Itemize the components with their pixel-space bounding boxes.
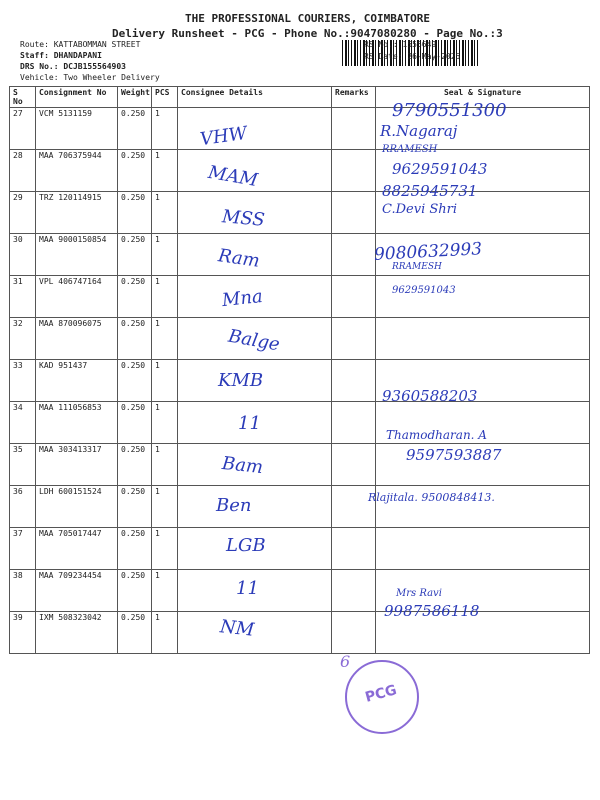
handwritten-entry: Ram — [216, 245, 262, 272]
cell-weight: 0.250 — [118, 402, 152, 444]
rs-number: RS No.: 1555649 — [364, 40, 437, 49]
seal-text: PCG — [363, 682, 399, 706]
cell-consignment: IXM 508323042 — [36, 612, 118, 654]
rs-date: RS Date: 26-May-2025 — [364, 52, 461, 61]
cell-remarks — [332, 234, 376, 276]
column-header: Seal & Signature — [376, 87, 590, 108]
cell-remarks — [332, 360, 376, 402]
handwritten-entry: Mrs Ravi — [396, 588, 442, 599]
table-row — [10, 192, 590, 234]
handwritten-entry: Rlajitala. 9500848413. — [368, 491, 495, 504]
table-row — [10, 402, 590, 444]
table-row — [10, 150, 590, 192]
handwritten-entry: Bam — [221, 452, 265, 479]
cell-remarks — [332, 612, 376, 654]
cell-pcs: 1 — [152, 192, 178, 234]
cell-sno: 38 — [10, 570, 36, 612]
cell-weight: 0.250 — [118, 276, 152, 318]
handwritten-entry: 9360588203 — [382, 387, 478, 405]
handwritten-entry: 11 — [236, 578, 259, 599]
cell-weight: 0.250 — [118, 108, 152, 150]
handwritten-entry: Balge — [226, 325, 282, 356]
handwritten-entry: Mna — [221, 285, 264, 312]
handwritten-entry: 9597593887 — [406, 446, 502, 464]
cell-sno: 36 — [10, 486, 36, 528]
table-row — [10, 612, 590, 654]
cell-sno: 35 — [10, 444, 36, 486]
table-row — [10, 570, 590, 612]
handwritten-entry: 9629591043 — [392, 160, 488, 178]
cell-sno: 33 — [10, 360, 36, 402]
table-row — [10, 276, 590, 318]
cell-sno: 31 — [10, 276, 36, 318]
staff-label: Staff: DHANDAPANI — [20, 51, 102, 60]
handwritten-entry: MSS — [221, 206, 266, 231]
cell-seal-signature — [376, 528, 590, 570]
seal-mark: 6 — [340, 652, 351, 671]
handwritten-entry: 9080632993 — [373, 239, 483, 265]
cell-remarks — [332, 192, 376, 234]
cell-weight: 0.250 — [118, 150, 152, 192]
cell-weight: 0.250 — [118, 192, 152, 234]
cell-consignment: VCM 5131159 — [36, 108, 118, 150]
cell-consignment: MAA 303413317 — [36, 444, 118, 486]
cell-consignment: LDH 600151524 — [36, 486, 118, 528]
cell-weight: 0.250 — [118, 234, 152, 276]
table-row — [10, 360, 590, 402]
handwritten-entry: 11 — [238, 413, 261, 434]
cell-remarks — [332, 276, 376, 318]
handwritten-entry: R.Nagaraj — [380, 122, 458, 140]
cell-pcs: 1 — [152, 276, 178, 318]
handwritten-entry: RRAMESH — [392, 262, 442, 272]
cell-sno: 28 — [10, 150, 36, 192]
cell-remarks — [332, 108, 376, 150]
cell-remarks — [332, 570, 376, 612]
handwritten-entry: Thamodharan. A — [386, 428, 487, 442]
table-row — [10, 486, 590, 528]
handwritten-entry: VHW — [198, 122, 249, 151]
cell-weight: 0.250 — [118, 528, 152, 570]
courier-seal — [345, 660, 419, 734]
cell-remarks — [332, 150, 376, 192]
cell-pcs: 1 — [152, 150, 178, 192]
cell-weight: 0.250 — [118, 570, 152, 612]
runsheet-title: Delivery Runsheet - PCG - Phone No.:9047080280 - Page No.:3 — [112, 27, 503, 40]
handwritten-entry: 9987586118 — [384, 602, 480, 620]
table-row — [10, 444, 590, 486]
cell-consignment: MAA 706375944 — [36, 150, 118, 192]
cell-pcs: 1 — [152, 318, 178, 360]
cell-pcs: 1 — [152, 402, 178, 444]
cell-consignment: MAA 709234454 — [36, 570, 118, 612]
cell-sno: 32 — [10, 318, 36, 360]
cell-remarks — [332, 528, 376, 570]
cell-sno: 29 — [10, 192, 36, 234]
cell-sno: 30 — [10, 234, 36, 276]
table-row — [10, 234, 590, 276]
vehicle-label: Vehicle: Two Wheeler Delivery — [20, 73, 160, 82]
cell-consignment: MAA 705017447 — [36, 528, 118, 570]
cell-weight: 0.250 — [118, 486, 152, 528]
table-row — [10, 318, 590, 360]
cell-weight: 0.250 — [118, 444, 152, 486]
table-row — [10, 528, 590, 570]
route-label: Route: KATTABOMMAN STREET — [20, 40, 141, 49]
handwritten-entry: 9790551300 — [392, 100, 507, 121]
handwritten-entry: MAM — [206, 161, 260, 192]
cell-pcs: 1 — [152, 612, 178, 654]
handwritten-entry: NM — [218, 616, 256, 641]
cell-pcs: 1 — [152, 108, 178, 150]
column-header: Consignment No — [36, 87, 118, 108]
cell-consignment: TRZ 120114915 — [36, 192, 118, 234]
cell-consignment: KAD 951437 — [36, 360, 118, 402]
column-header: Remarks — [332, 87, 376, 108]
handwritten-entry: 9629591043 — [392, 285, 456, 296]
handwritten-entry: 8825945731 — [382, 182, 478, 200]
cell-weight: 0.250 — [118, 612, 152, 654]
cell-pcs: 1 — [152, 360, 178, 402]
cell-seal-signature — [376, 276, 590, 318]
cell-consignee-details — [178, 612, 332, 654]
column-header: S No — [10, 87, 36, 108]
cell-sno: 39 — [10, 612, 36, 654]
cell-remarks — [332, 402, 376, 444]
cell-consignment: VPL 406747164 — [36, 276, 118, 318]
cell-remarks — [332, 444, 376, 486]
runsheet-table — [9, 86, 590, 654]
cell-pcs: 1 — [152, 486, 178, 528]
cell-sno: 34 — [10, 402, 36, 444]
handwritten-entry: KMB — [218, 370, 264, 391]
cell-pcs: 1 — [152, 444, 178, 486]
column-header: Weight — [118, 87, 152, 108]
cell-consignment: MAA 111056853 — [36, 402, 118, 444]
cell-sno: 37 — [10, 528, 36, 570]
cell-sno: 27 — [10, 108, 36, 150]
cell-weight: 0.250 — [118, 318, 152, 360]
handwritten-entry: Ben — [216, 495, 252, 516]
cell-pcs: 1 — [152, 570, 178, 612]
cell-weight: 0.250 — [118, 360, 152, 402]
column-header: Consignee Details — [178, 87, 332, 108]
cell-consignment: MAA 870096075 — [36, 318, 118, 360]
cell-remarks — [332, 318, 376, 360]
cell-consignment: MAA 9000150854 — [36, 234, 118, 276]
drs-number: DRS No.: DCJB155564903 — [20, 62, 126, 71]
cell-pcs: 1 — [152, 528, 178, 570]
handwritten-entry: C.Devi Shri — [382, 202, 458, 217]
handwritten-entry: LGB — [226, 535, 266, 556]
handwritten-entry: RRAMESH — [382, 144, 438, 155]
cell-consignee-details — [178, 486, 332, 528]
cell-pcs: 1 — [152, 234, 178, 276]
company-name: THE PROFESSIONAL COURIERS, COIMBATORE — [185, 12, 431, 25]
cell-seal-signature — [376, 318, 590, 360]
column-header: PCS — [152, 87, 178, 108]
